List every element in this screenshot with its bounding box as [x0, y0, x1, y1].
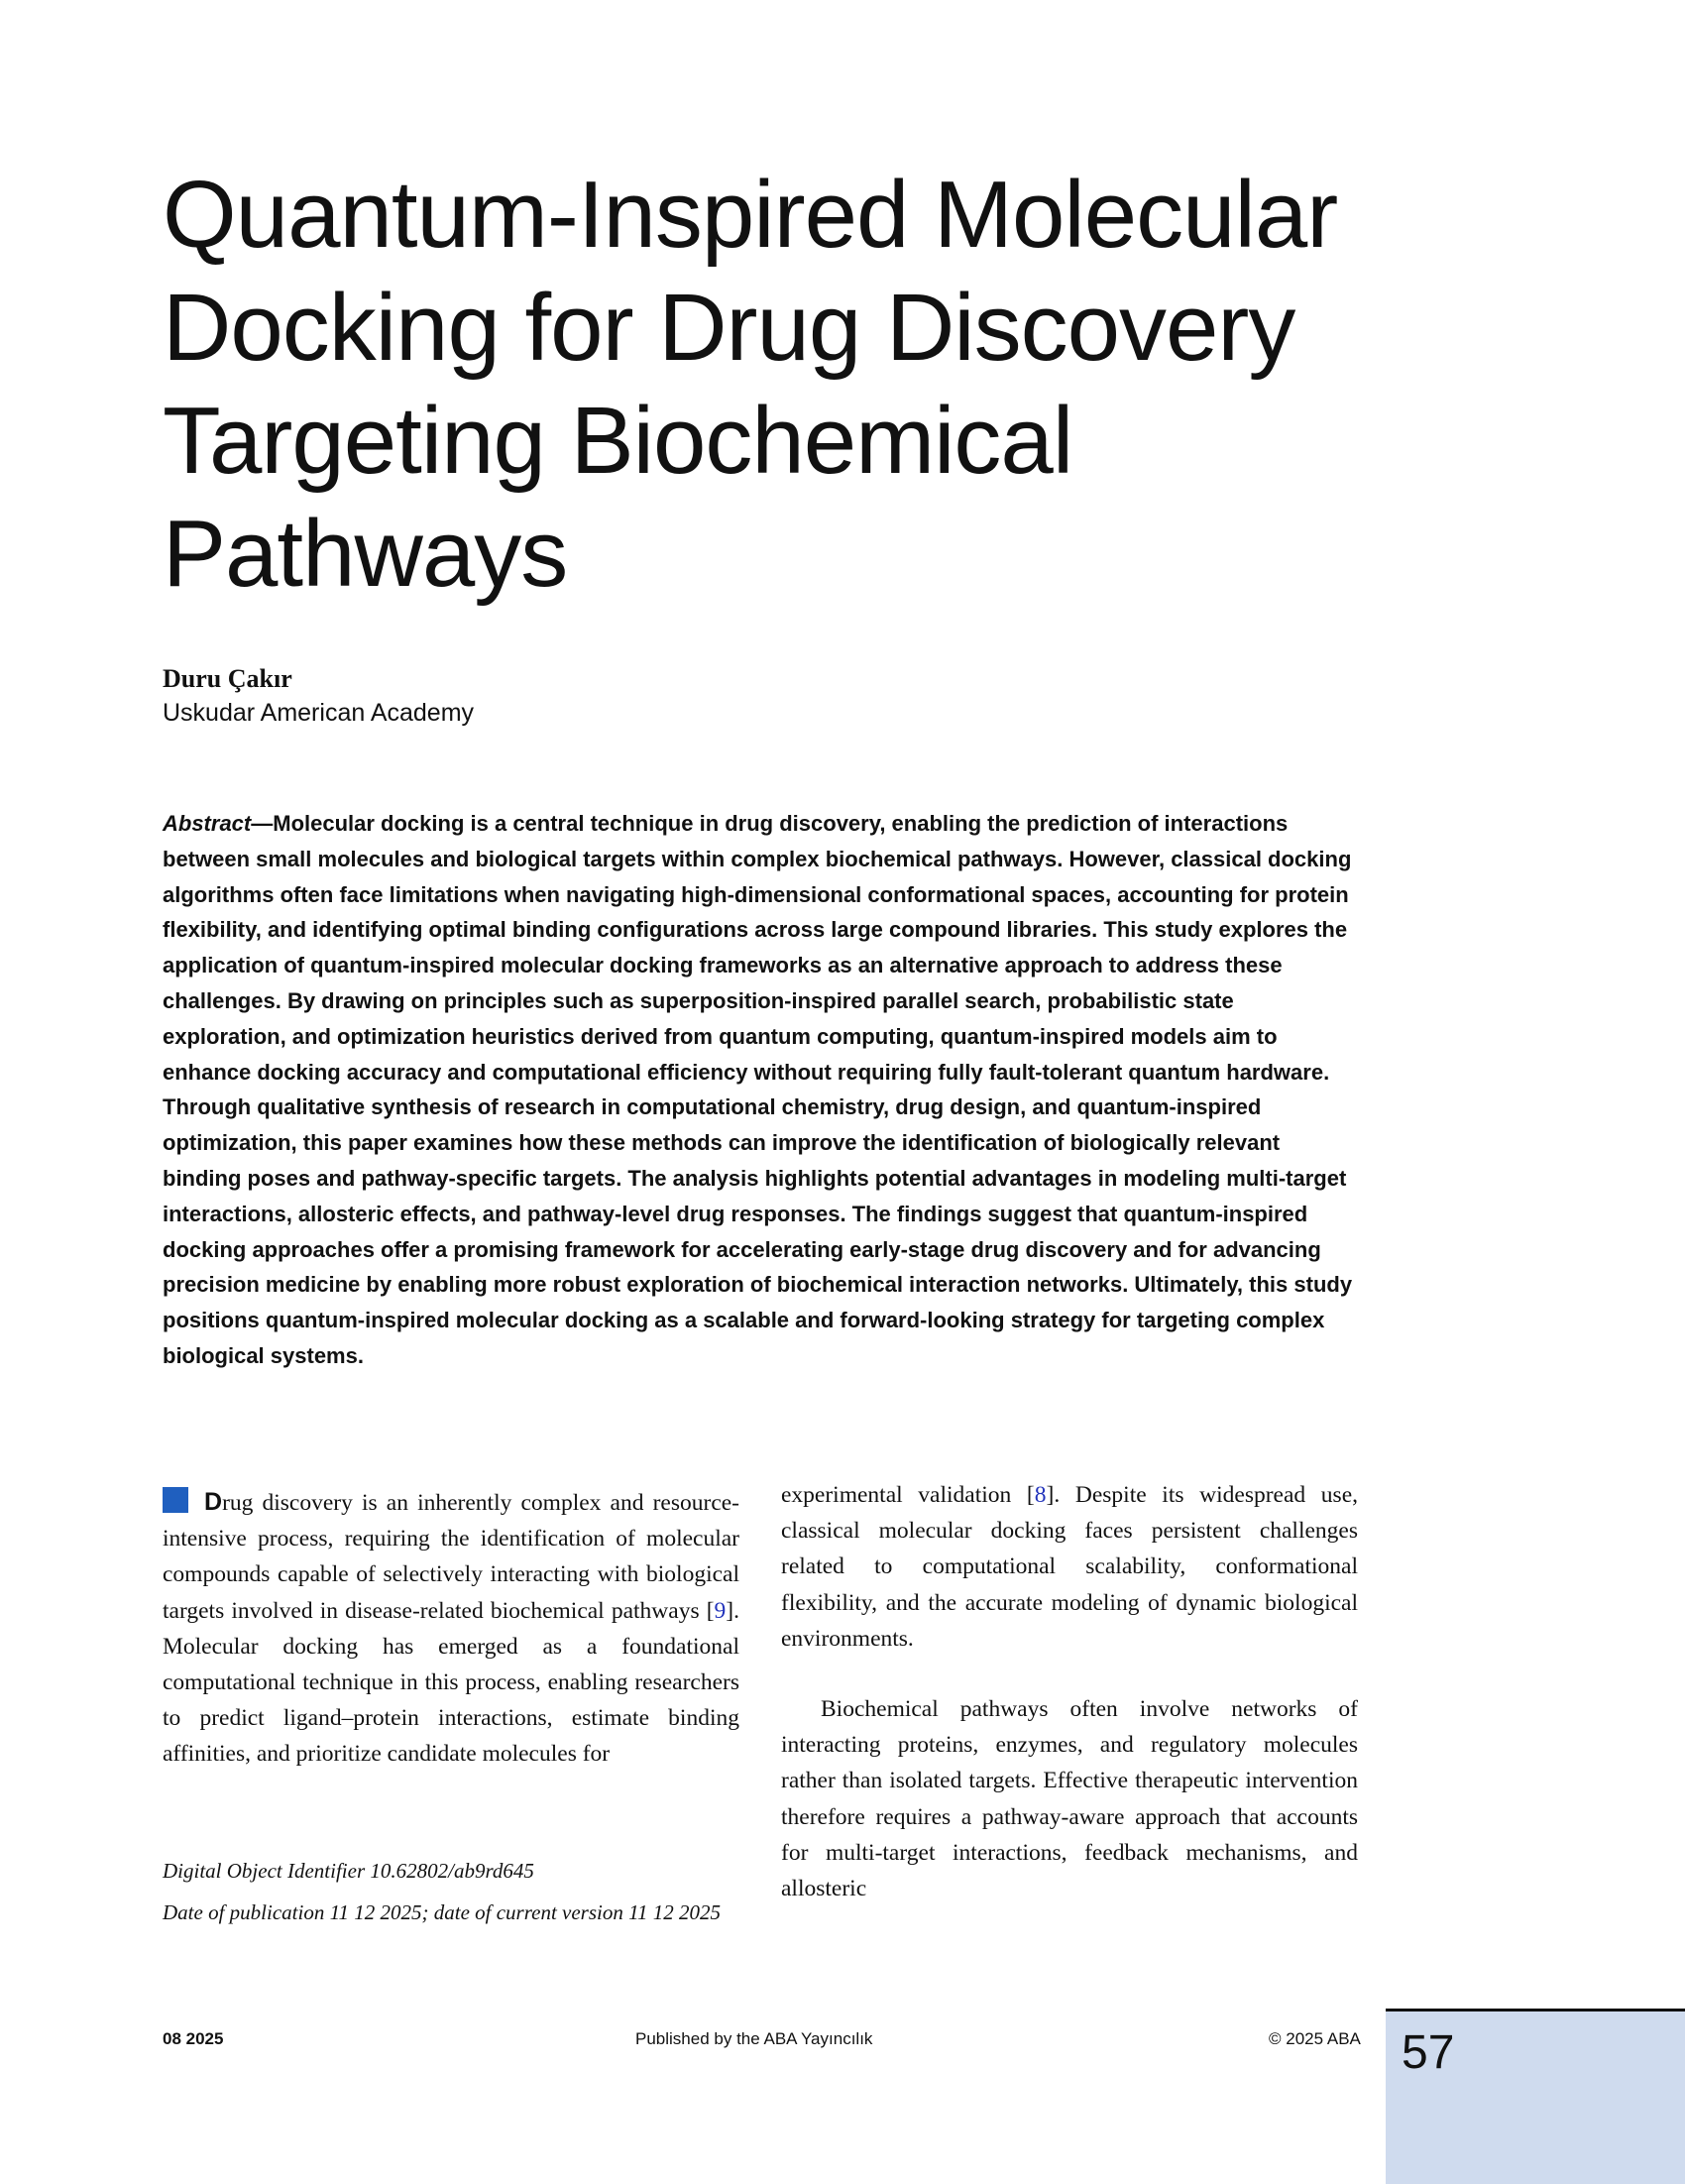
page-number-box — [1386, 2009, 1685, 2184]
paragraph-text: ]. Despite its widespread use, classical molecular docking faces persistent challenges related to computational scalability, conformational flexibility, and the accurate modeling of dynamic biological environments. — [781, 1482, 1359, 1652]
paragraph-text: rug discovery is an inherently complex and resource-intensive process, requiring the identification of molecular compounds capable of selectively interacting with biological targets involved in disease-related biochemical pathways [ — [163, 1490, 739, 1624]
footer-copyright: © 2025 ABA — [1269, 2029, 1361, 2048]
publication-dates: Date of publication 11 12 2025; date of current version 11 12 2025 — [163, 1900, 722, 1924]
abstract-label: Abstract — [163, 811, 252, 836]
paragraph-text: ]. Molecular docking has emerged as a foundational computational technique in this process, enabling researchers to predict ligand–protein interactions, estimate binding affinities, and prioritize candidate molecules for — [163, 1597, 739, 1768]
paper-title: Quantum-Inspired Molecular Docking for Drug Discovery Targeting Biochemical Pathways — [163, 162, 1338, 607]
doi-line: Digital Object Identifier 10.62802/ab9rd645 — [163, 1859, 534, 1883]
body-paragraph-1 — [163, 1484, 739, 1773]
abstract-text: —Molecular docking is a central technique in drug discovery, enabling the prediction of interactions between small molecules and biological targets within complex biochemical pathways. However, classical docking algorithms often face limitations when navigating high-dimensional conformational spaces, accounting for protein flexibility, and identifying optimal binding configurations across large compound libraries. This study explores the application of quantum-inspired molecular docking frameworks as an alternative approach to address these challenges. By drawing on principles such as superposition-inspired parallel search, probabilistic state exploration, and optimization heuristics derived from quantum computing, quantum-inspired models aim to enhance docking accuracy and computational efficiency without requiring fully fault-tolerant quantum hardware. Through qualitative synthesis of research in computational chemistry, drug design, and quantum-inspired optimization, this paper examines how these methods can improve the identification of biologically relevant binding poses and pathway-specific targets. The analysis highlights potential advantages in modeling multi-target interactions, allosteric effects, and pathway-level drug responses. The findings suggest that quantum-inspired docking approaches offer a promising framework for accelerating early-stage drug discovery and for advancing precision medicine by enabling more robust exploration of biochemical interaction networks. Ultimately, this study positions quantum-inspired molecular docking as a scalable and forward-looking strategy for targeting complex biological systems. — [163, 811, 1353, 1368]
body-paragraph-2: Biochemical pathways often involve networks of interacting proteins, enzymes, and regulatory molecules rather than isolated targets. Effective therapeutic intervention therefore requires a pathway-aware approach that accounts for multi-target interactions, feedback mechanisms, and allosteric — [781, 1696, 1358, 1902]
page-number: 57 — [1402, 2026, 1455, 2079]
footer-publisher: Published by the ABA Yayıncılık — [635, 2029, 873, 2048]
section-marker-square — [163, 1487, 188, 1513]
author-affiliation: Uskudar American Academy — [163, 699, 475, 727]
author-name: Duru Çakır — [163, 664, 292, 693]
abstract — [163, 806, 1362, 1374]
paragraph-text: experimental validation [ — [781, 1482, 1035, 1508]
drop-cap: D — [204, 1488, 223, 1516]
citation-link[interactable]: 9 — [714, 1597, 727, 1624]
body-paragraph-1-continued — [781, 1477, 1358, 1657]
citation-link[interactable]: 8 — [1034, 1482, 1047, 1508]
footer-issue: 08 2025 — [163, 2029, 224, 2048]
